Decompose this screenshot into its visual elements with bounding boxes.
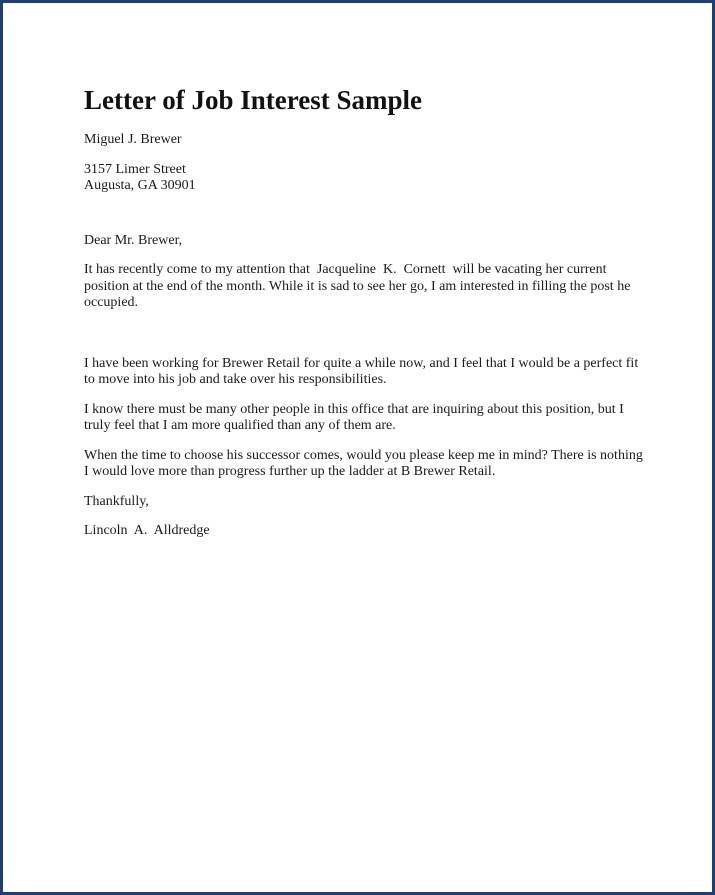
paragraph-request: When the time to choose his successor comes, would you please keep me in mind? There is nothing I would love more than progress further up the ladder at B Brewer Retail. xyxy=(84,447,647,479)
letter-body xyxy=(84,83,647,540)
closing: Thankfully, xyxy=(84,493,149,509)
paragraph-experience: I have been working for Brewer Retail for quite a while now, and I feel that I would be a perfect fit to move into his job and take over his responsibilities. xyxy=(84,355,642,387)
signature-name: Lincoln A. Alldredge xyxy=(84,523,210,538)
address-line-city: Augusta, GA 30901 xyxy=(84,178,196,193)
salutation: Dear Mr. Brewer, xyxy=(84,232,183,248)
paragraph-qualification: I know there must be many other people in this office that are inquiring about this position, but I truly feel that I am more qualified than any of them are. xyxy=(84,401,628,433)
paragraph-attention: It has recently come to my attention that Jacqueline K. Cornett will be vacating her current position at the end of the month. While it is sad to see her go, I am interested in filling the post he occupied. xyxy=(84,262,634,310)
sender-name: Miguel J. Brewer xyxy=(84,132,182,147)
document-title: Letter of Job Interest Sample xyxy=(84,85,422,115)
address-line-street: 3157 Limer Street xyxy=(84,161,186,177)
sender-address xyxy=(84,162,644,195)
